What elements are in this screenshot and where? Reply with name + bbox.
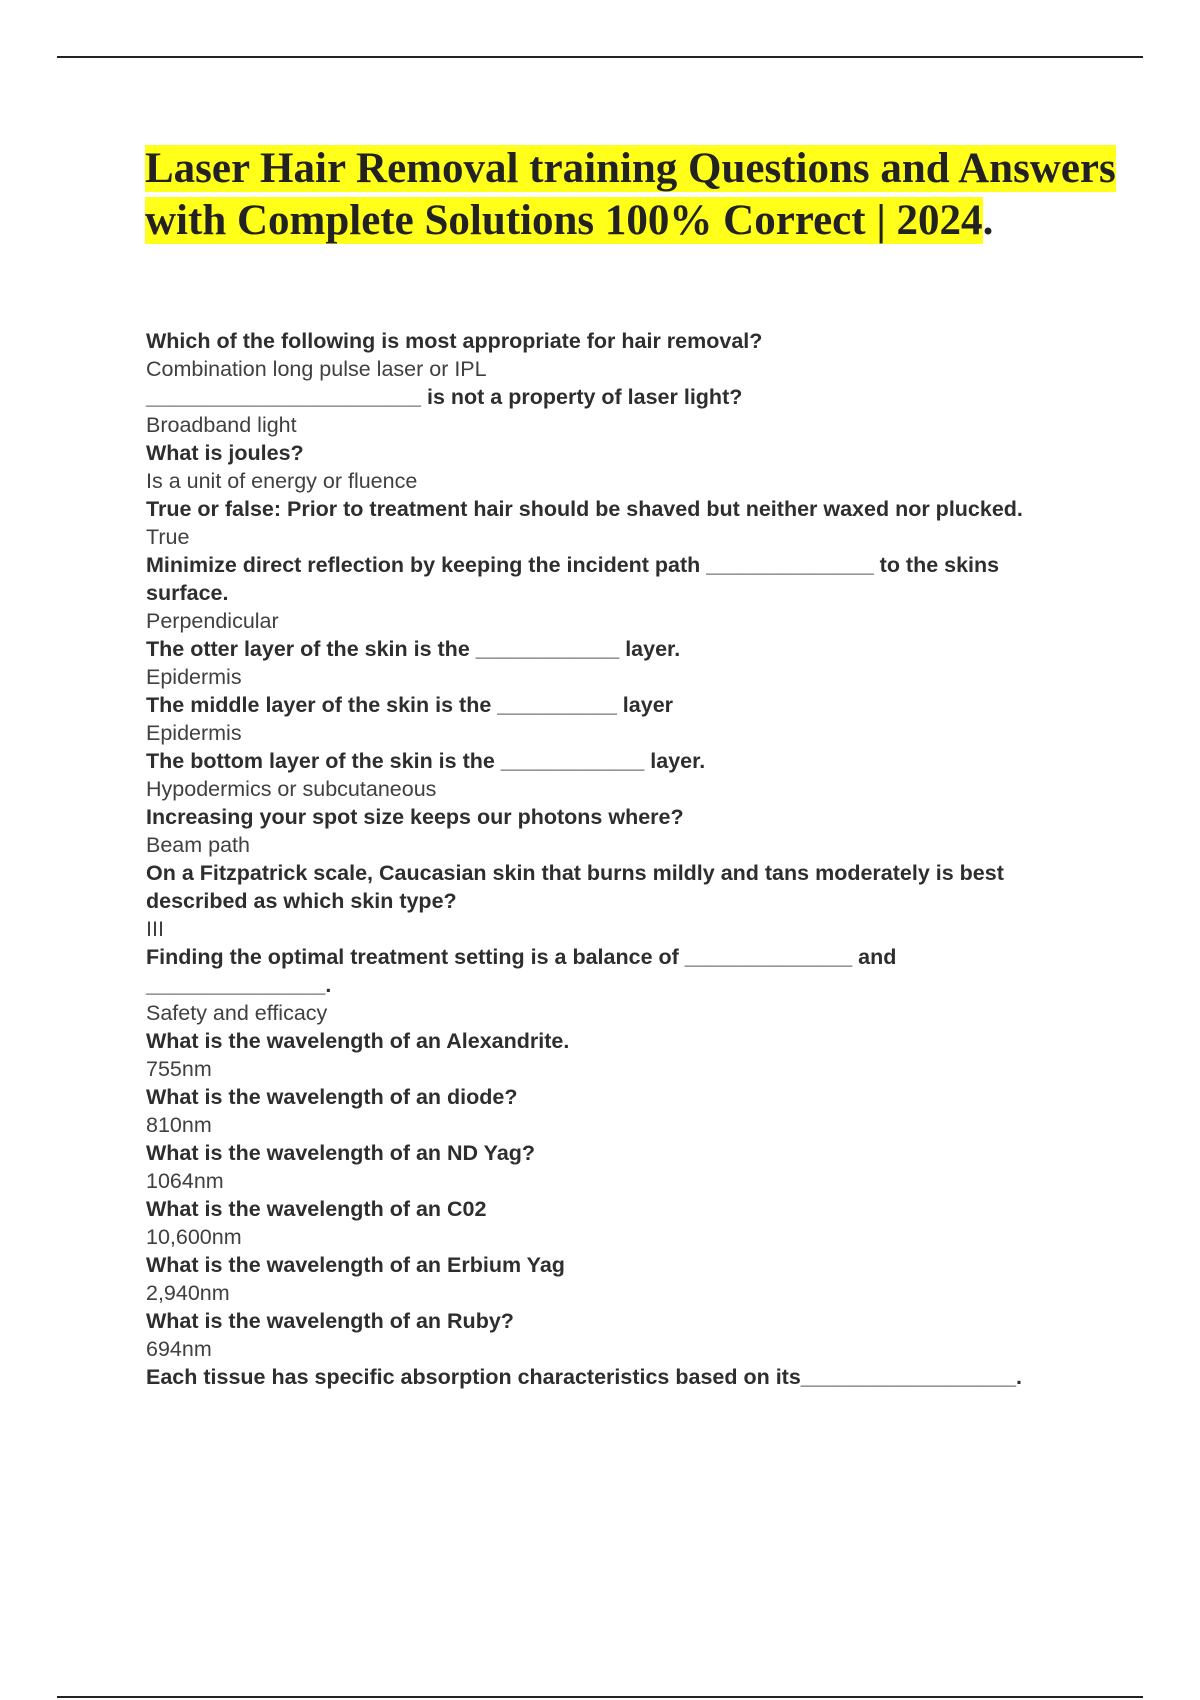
qa-item — [146, 691, 1086, 747]
question: What is joules? — [146, 441, 304, 465]
footer-rule — [57, 1696, 1143, 1698]
question: The bottom layer of the skin is the ____________ layer. — [146, 749, 706, 773]
qa-item — [146, 747, 1086, 803]
qa-item — [146, 1195, 1086, 1251]
answer: Epidermis — [146, 665, 242, 689]
question: Which of the following is most appropriate for hair removal? — [146, 329, 763, 353]
question: The otter layer of the skin is the ____________ layer. — [146, 637, 681, 661]
qa-item — [146, 635, 1086, 691]
qa-item — [146, 1251, 1086, 1307]
question: Finding the optimal treatment setting is a balance of ______________ and _______________. — [146, 945, 897, 997]
answer: Is a unit of energy or fluence — [146, 469, 418, 493]
question: _______________________ is not a property of laser light? — [146, 385, 743, 409]
question: On a Fitzpatrick scale, Caucasian skin that burns mildly and tans moderately is best described as which skin type? — [146, 861, 1004, 913]
question: What is the wavelength of an Ruby? — [146, 1309, 514, 1333]
question: What is the wavelength of an ND Yag? — [146, 1141, 536, 1165]
header-rule — [57, 56, 1143, 58]
question: Each tissue has specific absorption characteristics based on its__________________. — [146, 1365, 1022, 1389]
answer: Safety and efficacy — [146, 1001, 328, 1025]
qa-item — [146, 803, 1086, 859]
qa-item — [146, 1363, 1086, 1391]
question: The middle layer of the skin is the __________ layer — [146, 693, 674, 717]
answer: 810nm — [146, 1113, 212, 1137]
answer: 1064nm — [146, 1169, 224, 1193]
answer: Broadband light — [146, 413, 297, 437]
question: What is the wavelength of an C02 — [146, 1197, 487, 1221]
qa-item — [146, 551, 1086, 635]
title-highlight: Laser Hair Removal training Questions and Answers with Complete Solutions 100% Correct | 2024 — [145, 145, 1116, 244]
answer: Hypodermics or subcutaneous — [146, 777, 437, 801]
qa-item — [146, 1139, 1086, 1195]
answer: Beam path — [146, 833, 250, 857]
answer: 10,600nm — [146, 1225, 242, 1249]
question: What is the wavelength of an diode? — [146, 1085, 518, 1109]
title-tail: . — [982, 197, 994, 244]
question: What is the wavelength of an Alexandrite. — [146, 1029, 570, 1053]
answer: III — [146, 917, 164, 941]
qa-item — [146, 1027, 1086, 1083]
answer: Combination long pulse laser or IPL — [146, 357, 487, 381]
answer: True — [146, 525, 190, 549]
answer: 755nm — [146, 1057, 212, 1081]
qa-item — [146, 327, 1086, 383]
qa-item — [146, 943, 1086, 1027]
question: True or false: Prior to treatment hair should be shaved but neither waxed nor plucked. — [146, 497, 1023, 521]
answer: 694nm — [146, 1337, 212, 1361]
document-title — [145, 143, 1145, 247]
qa-item — [146, 383, 1086, 439]
qa-item — [146, 859, 1086, 943]
qa-item — [146, 1307, 1086, 1363]
qa-item — [146, 439, 1086, 495]
qa-item — [146, 1083, 1086, 1139]
qa-list — [146, 327, 1086, 1391]
qa-item — [146, 495, 1086, 551]
answer: Perpendicular — [146, 609, 279, 633]
question: What is the wavelength of an Erbium Yag — [146, 1253, 565, 1277]
question: Increasing your spot size keeps our photons where? — [146, 805, 684, 829]
answer: Epidermis — [146, 721, 242, 745]
answer: 2,940nm — [146, 1281, 230, 1305]
question: Minimize direct reflection by keeping the incident path ______________ to the skins surface. — [146, 553, 1000, 605]
